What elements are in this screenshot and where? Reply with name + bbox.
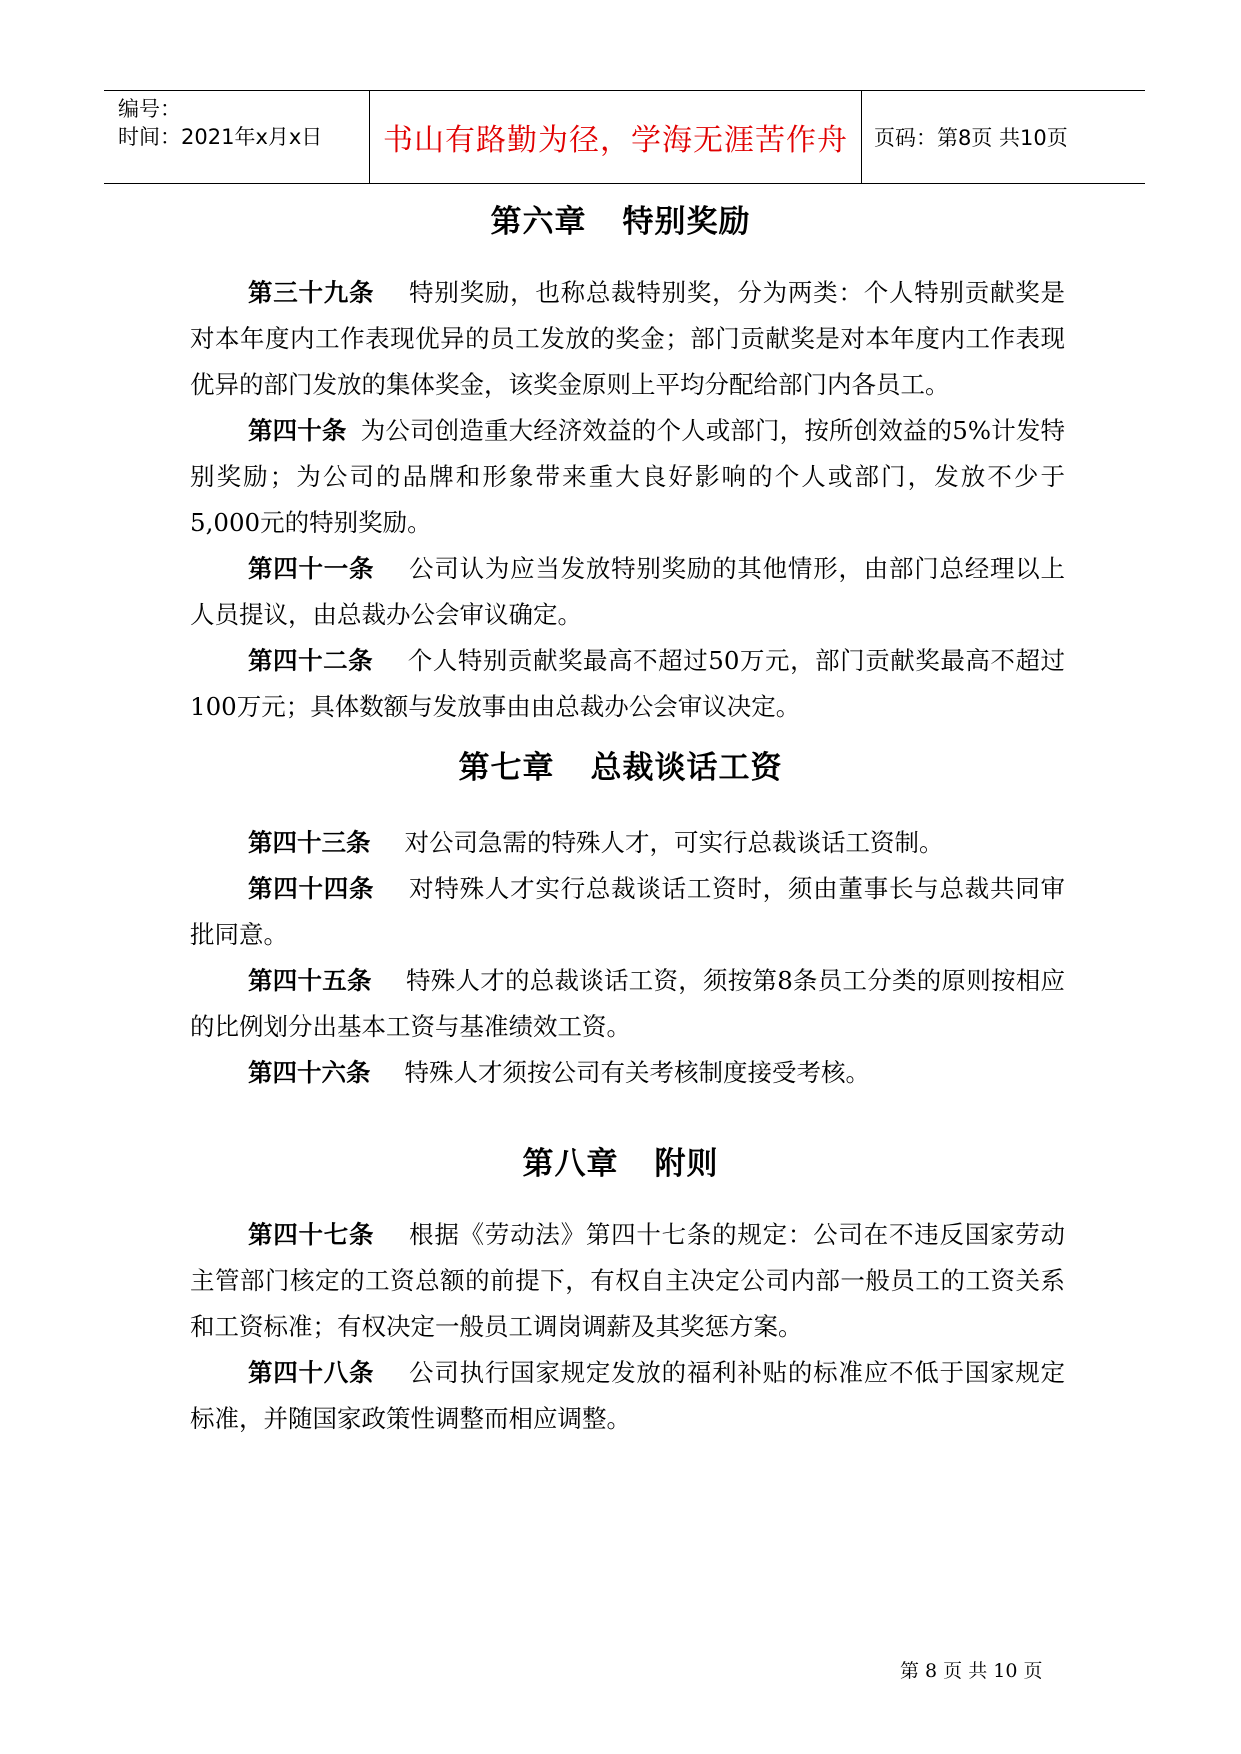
article-paragraph (190, 1212, 1065, 1350)
article-text: 特殊人才的总裁谈话工资，须按第8条员工分类的原则按相应的比例划分出基本工资与基准绩效工资。 (190, 966, 1066, 1041)
article-paragraph (190, 1050, 1065, 1096)
chapter-number: 第六章 (490, 204, 587, 240)
page-footer: 第 8 页 共 10 页 (900, 1660, 1043, 1682)
article-text: 个人特别贡献奖最高不超过50万元，部门贡献奖最高不超过100万元；具体数额与发放事由由总裁办公会审议决定。 (190, 646, 1065, 721)
page-header (104, 90, 1145, 184)
article-paragraph (190, 638, 1065, 730)
article-paragraph (190, 546, 1065, 638)
chapter-title: 附则 (654, 1146, 719, 1182)
article-number: 第四十五条 (248, 966, 372, 995)
article-text: 对特殊人才实行总裁谈话工资时，须由董事长与总裁共同审批同意。 (190, 874, 1066, 949)
chapter-number: 第七章 (458, 750, 555, 786)
article-number: 第四十三条 (248, 828, 371, 857)
article-text: 特殊人才须按公司有关考核制度接受考核。 (404, 1058, 870, 1087)
article-paragraph (190, 408, 1065, 546)
article-text: 特别奖励，也称总裁特别奖，分为两类：个人特别贡献奖是对本年度内工作表现优异的员工发放的奖金；部门贡献奖是对本年度内工作表现优异的部门发放的集体奖金，该奖金原则上平均分配给部门内各员工。 (190, 278, 1066, 399)
article-text: 公司执行国家规定发放的福利补贴的标准应不低于国家规定标准，并随国家政策性调整而相应调整。 (190, 1358, 1066, 1433)
article-number: 第四十七条 (248, 1220, 375, 1249)
chapter-heading (0, 1138, 1241, 1183)
header-left-cell (104, 91, 370, 183)
document-time-label: 时间：2021年x月x日 (118, 125, 323, 149)
article-number: 第四十一条 (248, 554, 375, 583)
article-text: 根据《劳动法》第四十七条的规定：公司在不违反国家劳动主管部门核定的工资总额的前提下，有权自主决定公司内部一般员工的工资关系和工资标准；有权决定一般员工调岗调薪及其奖惩方案。 (190, 1220, 1066, 1341)
article-number: 第四十八条 (248, 1358, 375, 1387)
article-paragraph (190, 270, 1065, 408)
article-paragraph (190, 1350, 1065, 1442)
article-number: 第四十六条 (248, 1058, 371, 1087)
chapter-title: 特别奖励 (622, 204, 751, 240)
chapter-title: 总裁谈话工资 (590, 750, 783, 786)
document-number-label: 编号： (118, 97, 181, 121)
article-paragraph (190, 958, 1065, 1050)
article-paragraph (190, 820, 1065, 866)
article-number: 第四十二条 (248, 646, 374, 675)
chapter-heading (0, 742, 1241, 787)
chapter-heading (0, 196, 1241, 241)
article-number: 第四十四条 (248, 874, 375, 903)
article-paragraph (190, 866, 1065, 958)
article-number: 第四十条 (248, 416, 347, 445)
header-page-label: 页码：第8页 共10页 (874, 126, 1068, 150)
article-text: 对公司急需的特殊人才，可实行总裁谈话工资制。 (404, 828, 944, 857)
article-number: 第三十九条 (248, 278, 375, 307)
article-text: 为公司创造重大经济效益的个人或部门，按所创效益的5%计发特别奖励；为公司的品牌和形象带来重大良好影响的个人或部门，发放不少于5,000元的特别奖励。 (190, 416, 1065, 537)
header-motto: 书山有路勤为径，学海无涯苦作舟 (370, 91, 862, 183)
article-text: 公司认为应当发放特别奖励的其他情形，由部门总经理以上人员提议，由总裁办公会审议确定。 (190, 554, 1066, 629)
chapter-number: 第八章 (522, 1146, 619, 1182)
